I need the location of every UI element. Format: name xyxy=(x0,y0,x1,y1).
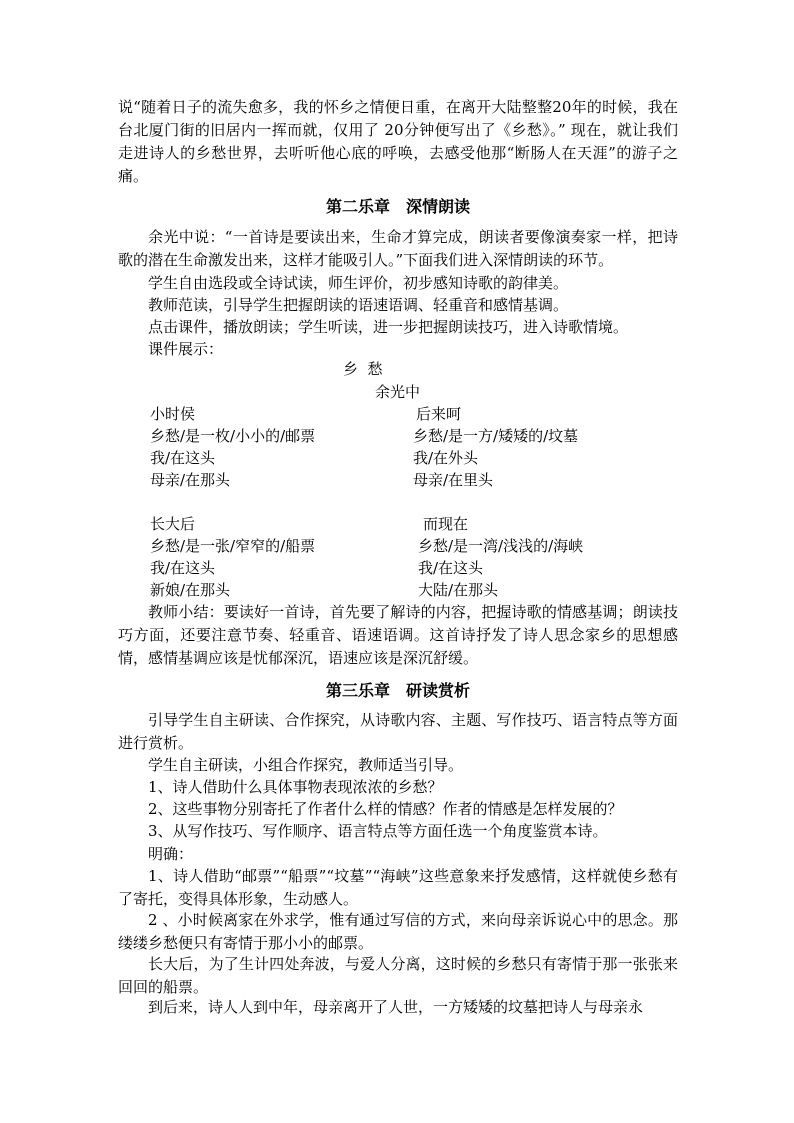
poem-line: 母亲/在那头 xyxy=(150,471,231,489)
paragraph-teacher-read: 教师范读，引导学生把握朗读的语速语调、轻重音和感情基调。 xyxy=(148,296,569,314)
answer-3: 长大后，为了生计四处奔波，与爱人分离，这时候的乡愁只有寄情于那一张张来回回的船票。 xyxy=(118,955,678,996)
paragraph-courseware-display: 课件展示： xyxy=(148,340,224,358)
clarify-label: 明确： xyxy=(148,845,194,863)
poem-line: 我/在这头 xyxy=(150,559,216,577)
intro-paragraph: 说“随着日子的流失愈多，我的怀乡之情便日重，在离开大陆整整20年的时候，我在台北厦门街的旧居内一挥而就，仅用了 20分钟便写出了《乡愁》。” 现在，就让我们走进诗人的乡愁世界，去听听他心底的呼唤，去感受他那“断肠人在天涯”的游子之痛。 xyxy=(118,98,678,185)
paragraph-guide: 引导学生自主研读、合作探究，从诗歌内容、主题、写作技巧、语言特点等方面进行赏析。 xyxy=(118,711,678,752)
poem-line: 小时侯 xyxy=(150,405,196,423)
paragraph-self-study: 学生自主研读，小组合作探究，教师适当引导。 xyxy=(148,756,464,774)
answer-4: 到后来，诗人人到中年，母亲离开了人世，一方矮矮的坟墓把诗人与母亲永 xyxy=(148,998,644,1016)
question-3: 3、从写作技巧、写作顺序、语言特点等方面任选一个角度鉴赏本诗。 xyxy=(148,822,608,840)
answer-1: 1、诗人借助“邮票”“船票”“坟墓”“海峡”这些意象来抒发感情，这样就使乡愁有了寄托，变得具体形象，生动感人。 xyxy=(118,867,678,908)
poem-line: 而现在 xyxy=(423,515,469,533)
poem-line: 后来呵 xyxy=(416,405,462,423)
question-1: 1、诗人借助什么具体事物表现浓浓的乡愁？ xyxy=(148,778,443,796)
poem-line: 母亲/在里头 xyxy=(413,471,494,489)
poem-line: 乡愁/是一湾/浅浅的/海峡 xyxy=(418,537,584,555)
poem-line: 我/在这头 xyxy=(150,449,216,467)
poem-line: 我/在外头 xyxy=(413,449,479,467)
poem-line: 我/在这头 xyxy=(418,559,484,577)
poem-line: 乡愁/是一方/矮矮的/坟墓 xyxy=(413,427,579,445)
paragraph-teacher-summary: 教师小结：要读好一首诗，首先要了解诗的内容，把握诗歌的情感基调；朗读技巧方面，还要注意节奏、轻重音、语速语调。这首诗抒发了诗人思念家乡的思想感情，感情基调应该是忧郁深沉，语速应该是深沉舒缓。 xyxy=(118,603,678,667)
poem-line: 乡愁/是一张/窄窄的/船票 xyxy=(150,537,316,555)
section-heading-2: 第二乐章 深情朗读 xyxy=(325,197,470,216)
poem-line: 长大后 xyxy=(150,515,196,533)
section-heading-3: 第三乐章 研读赏析 xyxy=(325,681,470,700)
poem-line: 乡愁/是一枚/小小的/邮票 xyxy=(150,427,316,445)
poem-author: 余光中 xyxy=(375,383,421,401)
poem-line: 新娘/在那头 xyxy=(150,581,231,599)
poem-title: 乡 愁 xyxy=(343,360,383,378)
poem-line: 大陆/在那头 xyxy=(418,581,499,599)
question-2: 2、这些事物分别寄托了作者什么样的情感？作者的情感是怎样发展的？ xyxy=(148,800,623,818)
paragraph-quote: 余光中说：“一首诗是要读出来，生命才算完成，朗读者要像演奏家一样，把诗歌的潜在生命激发出来，这样才能吸引人。”下面我们进入深情朗读的环节。 xyxy=(118,228,678,269)
answer-2: 2 、小时候离家在外求学，惟有通过写信的方式，来向母亲诉说心中的思念。那缕缕乡愁便只有寄情于那小小的邮票。 xyxy=(118,911,678,952)
paragraph-courseware: 点击课件，播放朗读；学生听读，进一步把握朗读技巧，进入诗歌情境。 xyxy=(148,318,629,336)
paragraph-student-read: 学生自由选段或全诗试读，师生评价，初步感知诗歌的韵律美。 xyxy=(148,274,569,292)
